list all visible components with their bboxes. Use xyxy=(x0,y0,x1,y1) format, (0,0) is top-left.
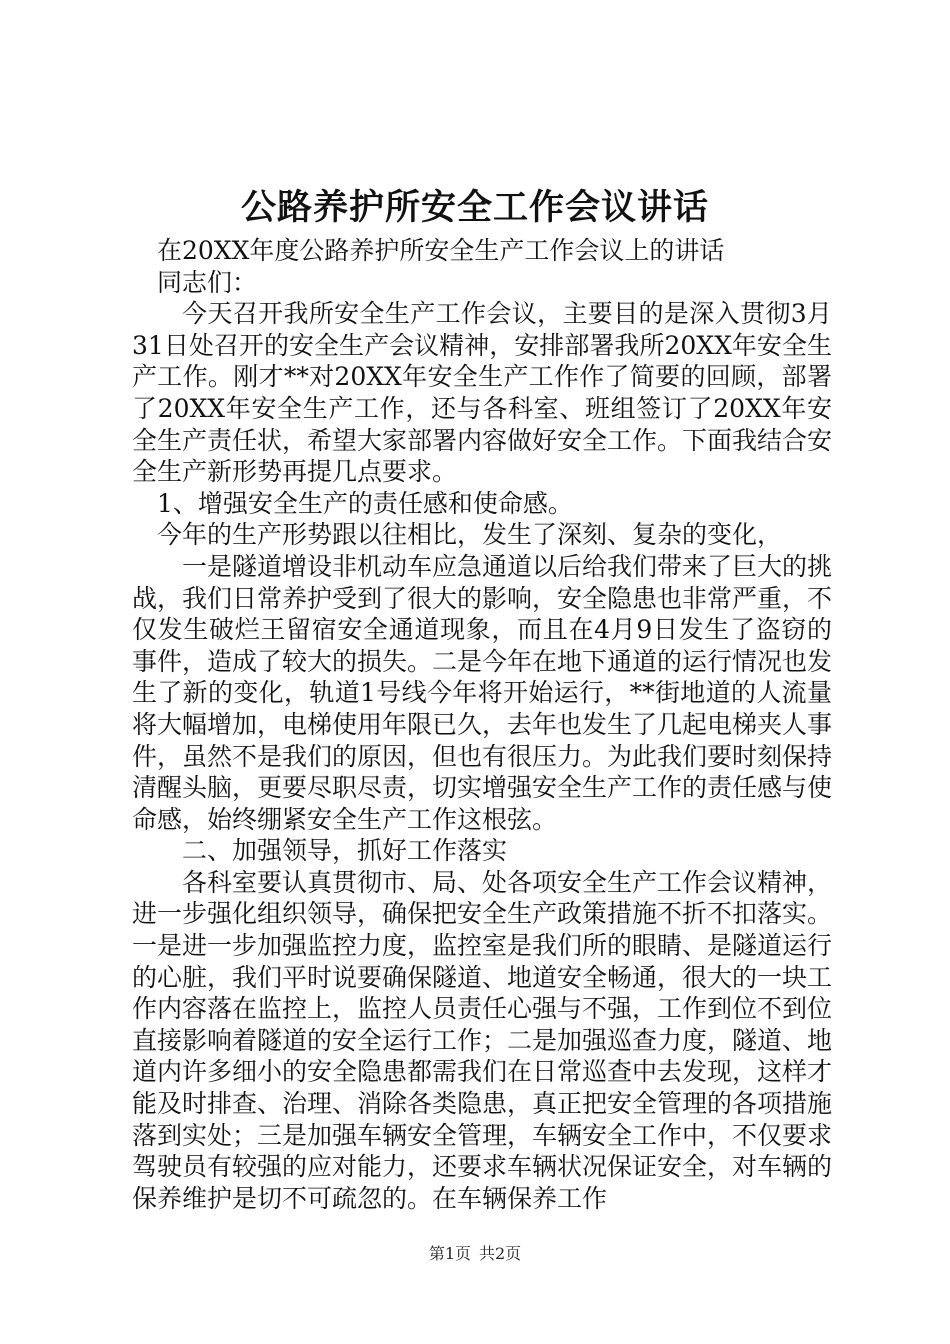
body-paragraph: 今年的生产形势跟以往相比，发生了深刻、复杂的变化， xyxy=(157,520,783,550)
body-paragraph: 一是隧道增设非机动车应急通道以后给我们带来了巨大的挑战，我们日常养护受到了很大的影响，安全隐患也非常严重，不仅发生破烂王留宿安全通道现象，而且在4月9日发生了盗窃的事件，造成了较大的损失。二是今年在地下通道的运行情况也发生了新的变化，轨道1号线今年将开始运行，**街地道的人流量将大幅增加，电梯使用年限已久，去年也发生了几起电梯夹人事件，虽然不是我们的原因，但也有很压力。为此我们要时刻保持清醒头脑，更要尽职尽责，切实增强安全生产工作的责任感与使命感，始终绷紧安全生产工作这根弦。 xyxy=(132,551,833,834)
body-paragraph: 今天召开我所安全生产工作会议，主要目的是深入贯彻3月31日处召开的安全生产会议精神，安排部署我所20XX年安全生产工作。刚才**对20XX年安全生产工作作了简要的回顾，部署了20XX年安全生产工作，还与各科室、班组签订了20XX年安全生产责任状，希望大家部署内容做好安全工作。下面我结合安全生产新形势再提几点要求。 xyxy=(132,299,833,487)
page-number: 第1页 xyxy=(428,1244,471,1263)
document-body xyxy=(132,235,832,1214)
page-total: 共2页 xyxy=(479,1244,522,1263)
document-title: 公路养护所安全工作会议讲话 xyxy=(240,187,709,228)
page-footer xyxy=(0,1243,950,1265)
body-paragraph: 各科室要认真贯彻市、局、处各项安全生产工作会议精神，进一步强化组织领导，确保把安全生产政策措施不折不扣落实。一是进一步加强监控力度，监控室是我们所的眼睛、是隧道运行的心脏，我们平时说要确保隧道、地道安全畅通，很大的一块工作内容落在监控上，监控人员责任心强与不强，工作到位不到位直接影响着隧道的安全运行工作；二是加强巡查力度，隧道、地道内许多细小的安全隐患都需我们在日常巡查中去发现，这样才能及时排查、治理、消除各类隐患，真正把安全管理的各项措施落到实处；三是加强车辆安全管理，车辆安全工作中，不仅要求驾驶员有较强的应对能力，还要求车辆状况保证安全，对车辆的保养维护是切不可疏忽的。在车辆保养工作 xyxy=(132,867,833,1213)
speech-subtitle: 在20XX年度公路养护所安全生产工作会议上的讲话 xyxy=(157,236,725,265)
salutation: 同志们： xyxy=(157,267,258,297)
section-heading-1: 1、增强安全生产的责任感和使命感。 xyxy=(157,488,573,518)
section-heading-2: 二、加强领导，抓好工作落实 xyxy=(182,836,508,866)
